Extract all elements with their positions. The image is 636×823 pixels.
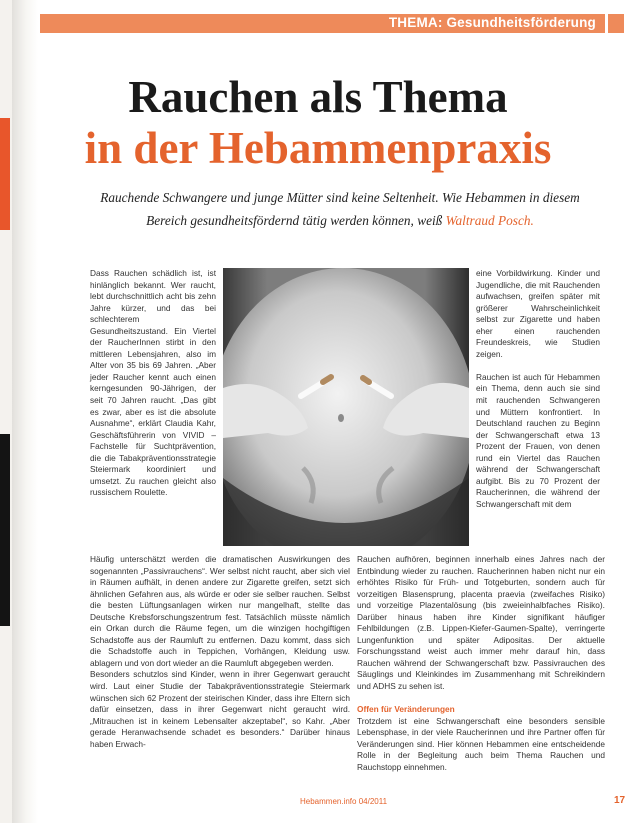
article-title-line1: Rauchen als Thema bbox=[128, 72, 508, 122]
article-title-line2: in der Hebammenpraxis bbox=[84, 123, 552, 173]
column-left-bottom bbox=[90, 554, 350, 762]
publication-footer: Hebammen.info 04/2011 bbox=[300, 797, 388, 806]
lead-text: Rauchende Schwangere und junge Mütter sind keine Seltenheit. Wie Hebammen in diesem Bereich gesundheitsfördernd tätig werden können, weiß bbox=[100, 190, 580, 228]
lead-paragraph bbox=[80, 186, 600, 232]
section-title: THEMA: Gesundheitsförderung bbox=[388, 15, 596, 30]
column-left-top bbox=[90, 268, 216, 510]
paragraph: Rauchen aufhören, beginnen innerhalb eines Jahres nach der Entbindung wieder zu rauchen. Raucherinnen haben nicht nur ein erhöhtes Risiko für Früh- und Totgeburten, sondern auch für vorzeitigen Blasensprung, placenta praevia (zweifaches Risiko) und vorzeitige Plazentalösung (bis zweieinhalbfaches Risiko). Darüber hinaus haben ihre Kinder signifikant häufiger Fehlbildungen (z.B. Lippen-Kiefer-Gaumen-Spalte), verringerte Lungenfunktion und später Adipositas. Der aktuelle Forschungsstand weist auch immer mehr darauf hin, dass Rauchen während der Schwangerschaft bzw. Passivrauchen des Säuglings und Kleinkindes im Zusammenhang mit Schreikindern und ADHS zu sehen ist. bbox=[357, 554, 605, 692]
column-right-top bbox=[476, 268, 600, 522]
paragraph: Besonders schutzlos sind Kinder, wenn in ihrer Gegenwart geraucht wird. Laut einer Studie der Tabakpräventionsstrategie Steiermark wünschen sich 62 Prozent der steirischen Kinder, dass ihre Eltern sich dafür einsetzen, dass in ihrer Gegenwart nicht geraucht wird. „Mitrauchen ist in keinem Lebensalter akzeptabel“, so Kahr. „Aber gerade Heranwachsende schadet es besonders.“ Darüber hinaus haben Erwach- bbox=[90, 669, 350, 749]
subheading: Offen für Veränderungen bbox=[357, 704, 455, 715]
paragraph: Dass Rauchen schädlich ist, ist hinlänglich bekannt. Wer raucht, lebt durchschnittlich acht bis zehn Jahre kürzer, und das bei schlechterem Gesundheitszustand. Ein Viertel der RaucherInnen stirbt in den mittleren Lebensjahren, also im Alter von 35 bis 69 Jahren. „Aber jeder Raucher kennt auch einen kerngesunden 90-Jährigen, der seit 70 Jahren raucht. „Das gibt es zwar, aber es ist die absolute Ausnahme“, erklärt Claudia Kahr, Geschäftsführerin von VIVID – Fachstelle für Suchtprävention, die die Tabakpräventionsstrategie Steiermark koordiniert und umsetzt. Zu rauchen gleicht also russischem Roulette. bbox=[90, 268, 216, 498]
lead-author: Waltraud Posch. bbox=[445, 213, 534, 228]
section-header-bar bbox=[40, 14, 624, 33]
article-photo bbox=[223, 268, 469, 546]
paragraph: eine Vorbildwirkung. Kinder und Jugendliche, die mit Rauchenden aufwachsen, greifen später mit größerer Wahrscheinlichkeit selbst zur Zigarette und haben eher einen rauchenden Freundeskreis, wie Studien zeigen. bbox=[476, 268, 600, 359]
neighbor-page-black-tab bbox=[0, 434, 10, 626]
paragraph: Häufig unterschätzt werden die dramatischen Auswirkungen des sogenannten „Passivrauchens“. Wer selbst nicht raucht, aber sich viel in Räumen aufhält, in denen andere zur Zigarette greifen, setzt sich ähnlichen Gefahren aus, als würde er oder sie selber rauchen. Selbst die besten Lüftungsanlagen wirken nur mangelhaft, stellte das Deutsche Krebsforschungszentrum fest. Tatsächlich müsste nämlich ein Orkan durch die Räume fegen, um die winzigen hochgiftigen Schadstoffe aus der Raumluft zu entfernen. Dazu kommt, dass sich die Schadstoffe auch in Teppichen, Vorhängen, Kleidung usw. ablagern und von dort wieder an die Raumluft abgegeben werden. bbox=[90, 554, 350, 668]
pregnant-belly-image bbox=[223, 268, 469, 546]
paragraph: Rauchen ist auch für Hebammen ein Thema, denn auch sie sind mit rauchenden Schwangeren und Müttern konfrontiert. In Deutschland rauchen zu Beginn der Schwangerschaft etwa 13 Prozent der Frauen, von denen rund ein Viertel das Rauchen während der Schwangerschaft aufgibt. Bis zu 70 Prozent der Raucherinnen, die während der Schwangerschaft mit dem bbox=[476, 371, 600, 509]
page-number: 17 bbox=[614, 795, 626, 806]
column-right-bottom bbox=[357, 554, 605, 785]
header-separator bbox=[605, 14, 608, 33]
paragraph: Trotzdem ist eine Schwangerschaft eine besonders sensible Lebensphase, in der viele Raucherinnen und ihre Partner offen für Veränderungen sind. Hier können Hebammen eine entscheidende Rolle in der Begleitung auch beim Thema Rauchen und Rauchstopp einnehmen. bbox=[357, 715, 605, 772]
